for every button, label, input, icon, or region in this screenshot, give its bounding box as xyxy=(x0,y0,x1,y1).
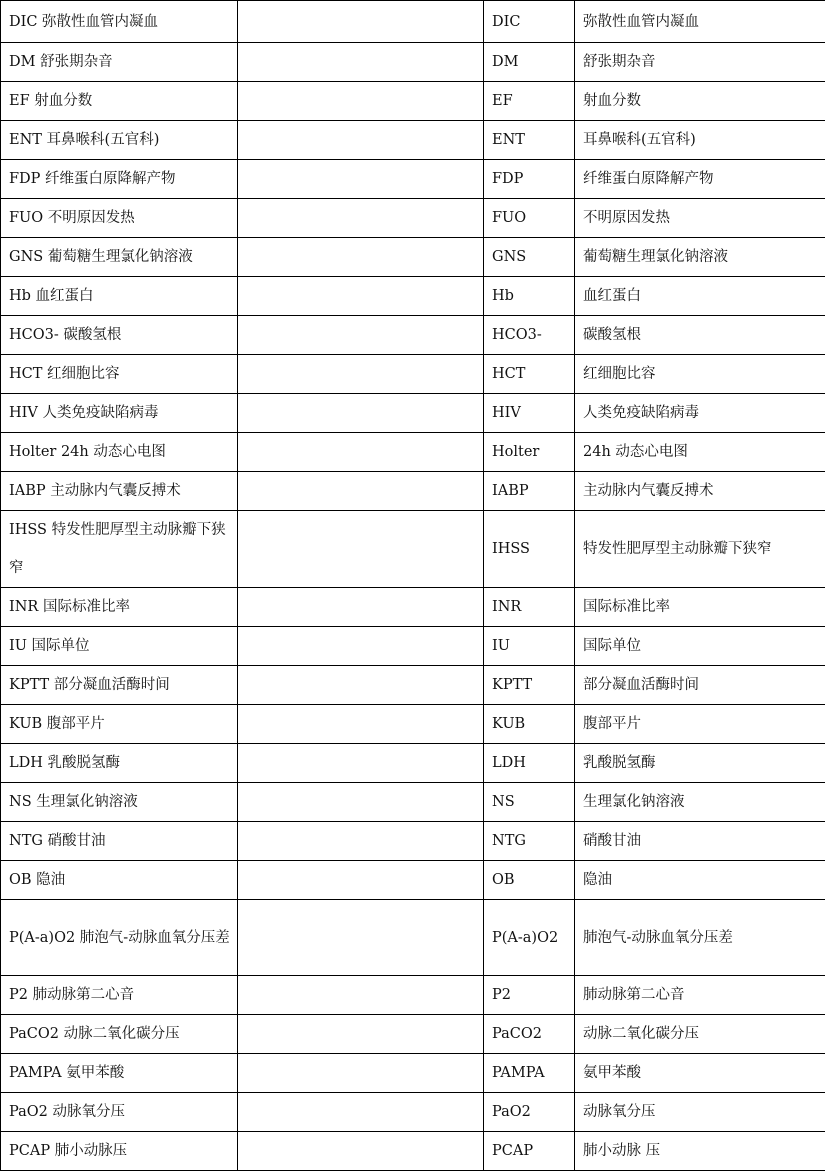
table-row xyxy=(1,1015,825,1054)
combined-entry-cell: NS 生理氯化钠溶液 xyxy=(1,783,238,822)
combined-entry-cell: IABP 主动脉内气囊反搏术 xyxy=(1,472,238,511)
meaning-cell: 国际标准比率 xyxy=(575,588,825,627)
table-row xyxy=(1,627,825,666)
abbreviation-cell: NS xyxy=(484,783,575,822)
combined-entry-cell: OB 隐油 xyxy=(1,861,238,900)
meaning-cell: 人类免疫缺陷病毒 xyxy=(575,394,825,433)
meaning-cell: 肺小动脉 压 xyxy=(575,1132,825,1171)
empty-cell xyxy=(238,822,484,861)
abbreviation-cell: NTG xyxy=(484,822,575,861)
table-row xyxy=(1,160,825,199)
abbreviation-cell: KPTT xyxy=(484,666,575,705)
meaning-cell: 纤维蛋白原降解产物 xyxy=(575,160,825,199)
combined-entry-cell: FDP 纤维蛋白原降解产物 xyxy=(1,160,238,199)
empty-cell xyxy=(238,355,484,394)
combined-entry-cell: P(A-a)O2 肺泡气-动脉血氧分压差 xyxy=(1,900,238,976)
combined-entry-cell: IHSS 特发性肥厚型主动脉瓣下狭窄 xyxy=(1,511,238,588)
empty-cell xyxy=(238,316,484,355)
abbreviation-cell: INR xyxy=(484,588,575,627)
empty-cell xyxy=(238,43,484,82)
empty-cell xyxy=(238,82,484,121)
combined-entry-cell: Holter 24h 动态心电图 xyxy=(1,433,238,472)
combined-entry-cell: HIV 人类免疫缺陷病毒 xyxy=(1,394,238,433)
combined-entry-cell: KPTT 部分凝血活酶时间 xyxy=(1,666,238,705)
meaning-cell: 射血分数 xyxy=(575,82,825,121)
meaning-cell: 红细胞比容 xyxy=(575,355,825,394)
abbreviation-cell: IU xyxy=(484,627,575,666)
combined-entry-cell: LDH 乳酸脱氢酶 xyxy=(1,744,238,783)
table-row xyxy=(1,783,825,822)
abbreviation-cell: FUO xyxy=(484,199,575,238)
table-row xyxy=(1,82,825,121)
meaning-cell: 氨甲苯酸 xyxy=(575,1054,825,1093)
abbreviation-cell: Hb xyxy=(484,277,575,316)
abbreviation-cell: Holter xyxy=(484,433,575,472)
empty-cell xyxy=(238,160,484,199)
meaning-cell: 肺动脉第二心音 xyxy=(575,976,825,1015)
empty-cell xyxy=(238,121,484,160)
abbreviation-cell: PCAP xyxy=(484,1132,575,1171)
meaning-cell: 隐油 xyxy=(575,861,825,900)
meaning-cell: 特发性肥厚型主动脉瓣下狭窄 xyxy=(575,511,825,588)
table-row xyxy=(1,472,825,511)
abbreviation-cell: IHSS xyxy=(484,511,575,588)
meaning-cell: 肺泡气-动脉血氧分压差 xyxy=(575,900,825,976)
table-row xyxy=(1,1093,825,1132)
empty-cell xyxy=(238,277,484,316)
combined-entry-cell: EF 射血分数 xyxy=(1,82,238,121)
empty-cell xyxy=(238,705,484,744)
table-row xyxy=(1,316,825,355)
combined-entry-cell: ENT 耳鼻喉科(五官科) xyxy=(1,121,238,160)
table-row xyxy=(1,277,825,316)
table-row xyxy=(1,121,825,160)
abbreviation-cell: PAMPA xyxy=(484,1054,575,1093)
table-row xyxy=(1,900,825,976)
table-row xyxy=(1,588,825,627)
meaning-cell: 乳酸脱氢酶 xyxy=(575,744,825,783)
abbreviation-cell: HCT xyxy=(484,355,575,394)
abbreviation-cell: HIV xyxy=(484,394,575,433)
combined-entry-cell: NTG 硝酸甘油 xyxy=(1,822,238,861)
empty-cell xyxy=(238,472,484,511)
combined-entry-cell: DIC 弥散性血管内凝血 xyxy=(1,1,238,43)
abbreviation-cell: GNS xyxy=(484,238,575,277)
table-row xyxy=(1,666,825,705)
empty-cell xyxy=(238,1093,484,1132)
meaning-cell: 动脉二氧化碳分压 xyxy=(575,1015,825,1054)
meaning-cell: 葡萄糖生理氯化钠溶液 xyxy=(575,238,825,277)
combined-entry-cell: FUO 不明原因发热 xyxy=(1,199,238,238)
combined-entry-cell: IU 国际单位 xyxy=(1,627,238,666)
combined-entry-cell: GNS 葡萄糖生理氯化钠溶液 xyxy=(1,238,238,277)
table-row xyxy=(1,511,825,588)
empty-cell xyxy=(238,1054,484,1093)
table-row xyxy=(1,822,825,861)
empty-cell xyxy=(238,1132,484,1171)
table-row xyxy=(1,1054,825,1093)
abbreviation-cell: OB xyxy=(484,861,575,900)
combined-entry-cell: PaO2 动脉氧分压 xyxy=(1,1093,238,1132)
combined-entry-cell: HCO3- 碳酸氢根 xyxy=(1,316,238,355)
abbreviation-table-body xyxy=(1,1,825,1171)
empty-cell xyxy=(238,238,484,277)
abbreviation-cell: DM xyxy=(484,43,575,82)
meaning-cell: 耳鼻喉科(五官科) xyxy=(575,121,825,160)
empty-cell xyxy=(238,976,484,1015)
meaning-cell: 弥散性血管内凝血 xyxy=(575,1,825,43)
meaning-cell: 舒张期杂音 xyxy=(575,43,825,82)
meaning-cell: 国际单位 xyxy=(575,627,825,666)
empty-cell xyxy=(238,433,484,472)
empty-cell xyxy=(238,783,484,822)
meaning-cell: 碳酸氢根 xyxy=(575,316,825,355)
combined-entry-cell: HCT 红细胞比容 xyxy=(1,355,238,394)
meaning-cell: 生理氯化钠溶液 xyxy=(575,783,825,822)
empty-cell xyxy=(238,588,484,627)
combined-entry-cell: DM 舒张期杂音 xyxy=(1,43,238,82)
table-row xyxy=(1,744,825,783)
abbreviation-cell: DIC xyxy=(484,1,575,43)
combined-entry-cell: PaCO2 动脉二氧化碳分压 xyxy=(1,1015,238,1054)
abbreviation-cell: KUB xyxy=(484,705,575,744)
abbreviation-cell: P2 xyxy=(484,976,575,1015)
abbreviation-cell: ENT xyxy=(484,121,575,160)
meaning-cell: 24h 动态心电图 xyxy=(575,433,825,472)
empty-cell xyxy=(238,1,484,43)
abbreviation-cell: LDH xyxy=(484,744,575,783)
table-row xyxy=(1,1132,825,1171)
empty-cell xyxy=(238,744,484,783)
meaning-cell: 主动脉内气囊反搏术 xyxy=(575,472,825,511)
table-row xyxy=(1,1,825,43)
meaning-cell: 部分凝血活酶时间 xyxy=(575,666,825,705)
meaning-cell: 不明原因发热 xyxy=(575,199,825,238)
combined-entry-cell: Hb 血红蛋白 xyxy=(1,277,238,316)
combined-entry-cell: P2 肺动脉第二心音 xyxy=(1,976,238,1015)
abbreviation-cell: HCO3- xyxy=(484,316,575,355)
table-row xyxy=(1,43,825,82)
table-row xyxy=(1,705,825,744)
table-row xyxy=(1,861,825,900)
empty-cell xyxy=(238,394,484,433)
abbreviation-cell: PaO2 xyxy=(484,1093,575,1132)
abbreviation-cell: P(A-a)O2 xyxy=(484,900,575,976)
empty-cell xyxy=(238,861,484,900)
combined-entry-cell: KUB 腹部平片 xyxy=(1,705,238,744)
empty-cell xyxy=(238,900,484,976)
abbreviation-cell: FDP xyxy=(484,160,575,199)
meaning-cell: 动脉氧分压 xyxy=(575,1093,825,1132)
meaning-cell: 血红蛋白 xyxy=(575,277,825,316)
abbreviation-cell: PaCO2 xyxy=(484,1015,575,1054)
empty-cell xyxy=(238,666,484,705)
table-row xyxy=(1,355,825,394)
table-row xyxy=(1,433,825,472)
combined-entry-cell: INR 国际标准比率 xyxy=(1,588,238,627)
empty-cell xyxy=(238,199,484,238)
empty-cell xyxy=(238,511,484,588)
table-row xyxy=(1,976,825,1015)
abbreviation-cell: IABP xyxy=(484,472,575,511)
combined-entry-cell: PAMPA 氨甲苯酸 xyxy=(1,1054,238,1093)
combined-entry-cell: PCAP 肺小动脉压 xyxy=(1,1132,238,1171)
table-row xyxy=(1,238,825,277)
table-row xyxy=(1,394,825,433)
table-row xyxy=(1,199,825,238)
meaning-cell: 硝酸甘油 xyxy=(575,822,825,861)
meaning-cell: 腹部平片 xyxy=(575,705,825,744)
empty-cell xyxy=(238,627,484,666)
abbreviation-cell: EF xyxy=(484,82,575,121)
empty-cell xyxy=(238,1015,484,1054)
